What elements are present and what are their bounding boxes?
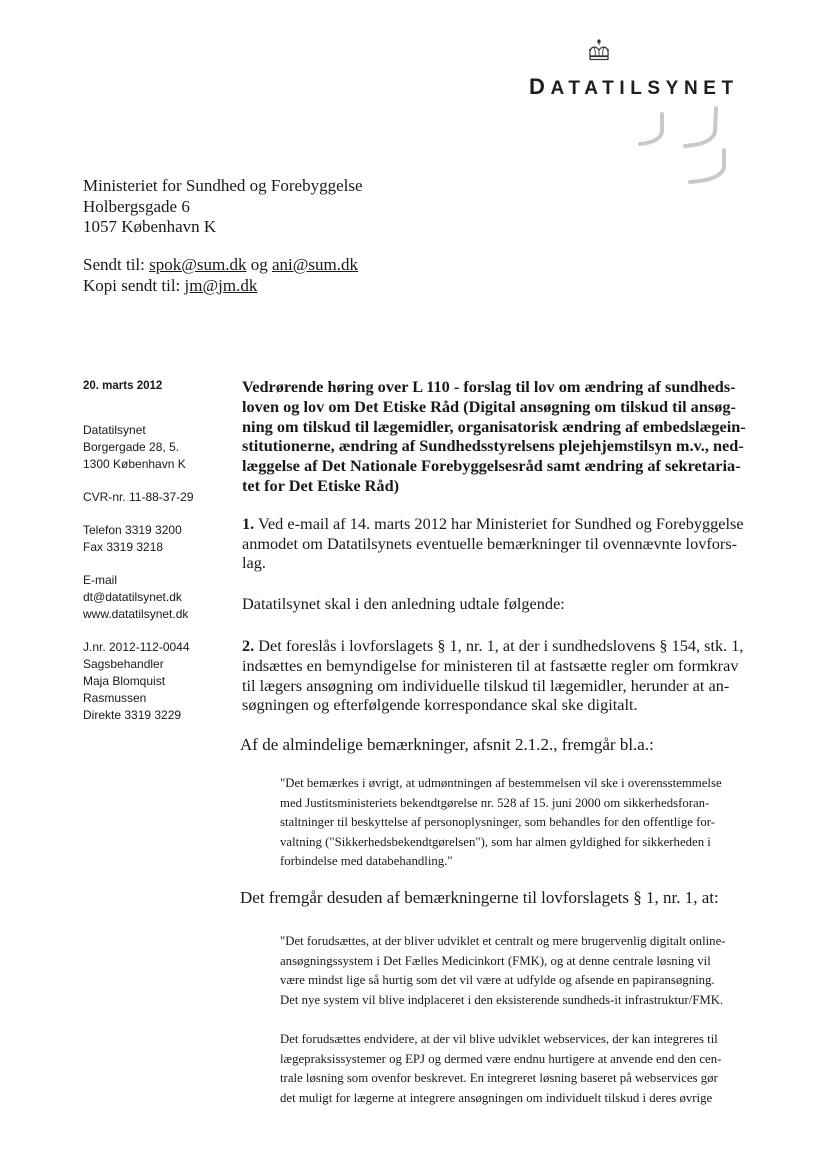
quote-specific-remarks-1: "Det forudsættes, at der bliver udviklet et centralt og mere brugervenlig digitalt online- ansøgningssystem i Det Fælles Medicinkort (FMK), og at denne centrale løsning vil være mindst lige så hurtig som det vil være at udfylde og afsende en papiransøgning. Det nye system vil blive indplaceret i den eksisterende sundheds-it infrastruktur/FMK. — [280, 934, 726, 1007]
cvr-number: CVR-nr. 11-88-37-29 — [83, 490, 194, 504]
email-link-ani[interactable]: ani@sum.dk — [272, 255, 359, 274]
recipient-line: Ministeriet for Sundhed og Forebyggelse — [83, 176, 363, 195]
paragraph-statement: Datatilsynet skal i den anledning udtale følgende: — [242, 594, 565, 614]
paragraph-2: 2. Det foreslås i lovforslagets § 1, nr. 1, at der i sundhedslovens § 154, stk. 1, indsættes en bemyndigelse for ministeren til at fastsætte regler om formkrav til lægers ansøgning om individuelle tilskud til lægemidler, herunder at an- søgningen og efterfølgende korrespondance skal ske digitalt. — [242, 635, 744, 715]
crown-logo-icon — [586, 38, 612, 64]
recipient-line: Holbergsgade 6 — [83, 196, 190, 216]
paragraph-specific-remarks-intro: Det fremgår desuden af bemærkningerne til lovforslagets § 1, nr. 1, at: — [240, 888, 719, 907]
sidebar-email-link[interactable]: dt@datatilsynet.dk — [83, 590, 182, 604]
sent-info — [83, 255, 358, 296]
sender-sidebar — [83, 378, 233, 740]
quote-general-remarks: "Det bemærkes i øvrigt, at udmøntningen af bestemmelsen vil ske i overensstemmelse med Justitsministeriets bekendtgørelse nr. 528 af 15. juni 2000 om sikkerhedsforan- staltninger til beskyttelse af personoplysninger, som behandles for den offentlige for- valtning ("Sikkerhedsbekendtgørelsen"), som har almen gyldighed for sikkerheden i forbindelse med databehandling." — [280, 776, 722, 869]
copy-to-line: Kopi sendt til: jm@jm.dk — [83, 275, 258, 295]
contact-phone: Telefon 3319 3200 Fax 3319 3218 — [83, 523, 182, 554]
contact-online: E-mail dt@datatilsynet.dk www.datatilsynet.dk — [83, 572, 233, 623]
case-info: J.nr. 2012-112-0044 Sagsbehandler Maja Blomquist Rasmussen Direkte 3319 3229 — [83, 640, 190, 722]
organization-logo: DATATILSYNET — [529, 74, 739, 99]
email-link-jm[interactable]: jm@jm.dk — [184, 275, 258, 295]
recipient-line: 1057 København K — [83, 217, 217, 236]
signature-mark-icon — [620, 104, 735, 188]
paragraph-1: 1. Ved e-mail af 14. marts 2012 har Ministeriet for Sundhed og Forebyggelse anmodet om Datatilsynets eventuelle bemærkninger til ovennævnte lovfors- lag. — [242, 513, 744, 573]
paragraph-remarks-intro: Af de almindelige bemærkninger, afsnit 2.1.2., fremgår bl.a.: — [240, 735, 654, 754]
sender-address: Datatilsynet Borgergade 28, 5. 1300 København K — [83, 423, 186, 471]
sent-to-line: Sendt til: spok@sum.dk og ani@sum.dk — [83, 255, 359, 274]
letter-body — [242, 377, 762, 715]
recipient-address — [83, 176, 363, 238]
sidebar-web-link[interactable]: www.datatilsynet.dk — [83, 607, 189, 621]
subject-heading: Vedrørende høring over L 110 - forslag til lov om ændring af sundheds- loven og lov om Det Etiske Råd (Digital ansøgning om tilskud til ansøg- ning om tilskud til lægemidler, organisatorisk ændring af embedslægein- stitutionerne, ændring af Sundhedsstyrelsens plejehjemstilsyn m.v., ned- læggelse af Det Nationale Forebyggelsesråd samt ændring af sekretaria- tet for Det Etiske Råd) — [242, 377, 746, 495]
email-link-spok[interactable]: spok@sum.dk — [149, 255, 247, 274]
letter-date: 20. marts 2012 — [83, 380, 163, 392]
quote-specific-remarks-2: Det forudsættes endvidere, at der vil blive udviklet webservices, der kan integreres til lægepraksissystemer og EPJ og dermed være endnu hurtigere at anvende end den cen- trale løsning som ovenfor beskrevet. En integreret løsning baseret på webservices gør det muligt for lægerne at integrere ansøgningen om individuelt tilskud i deres øvrige — [280, 1032, 722, 1105]
